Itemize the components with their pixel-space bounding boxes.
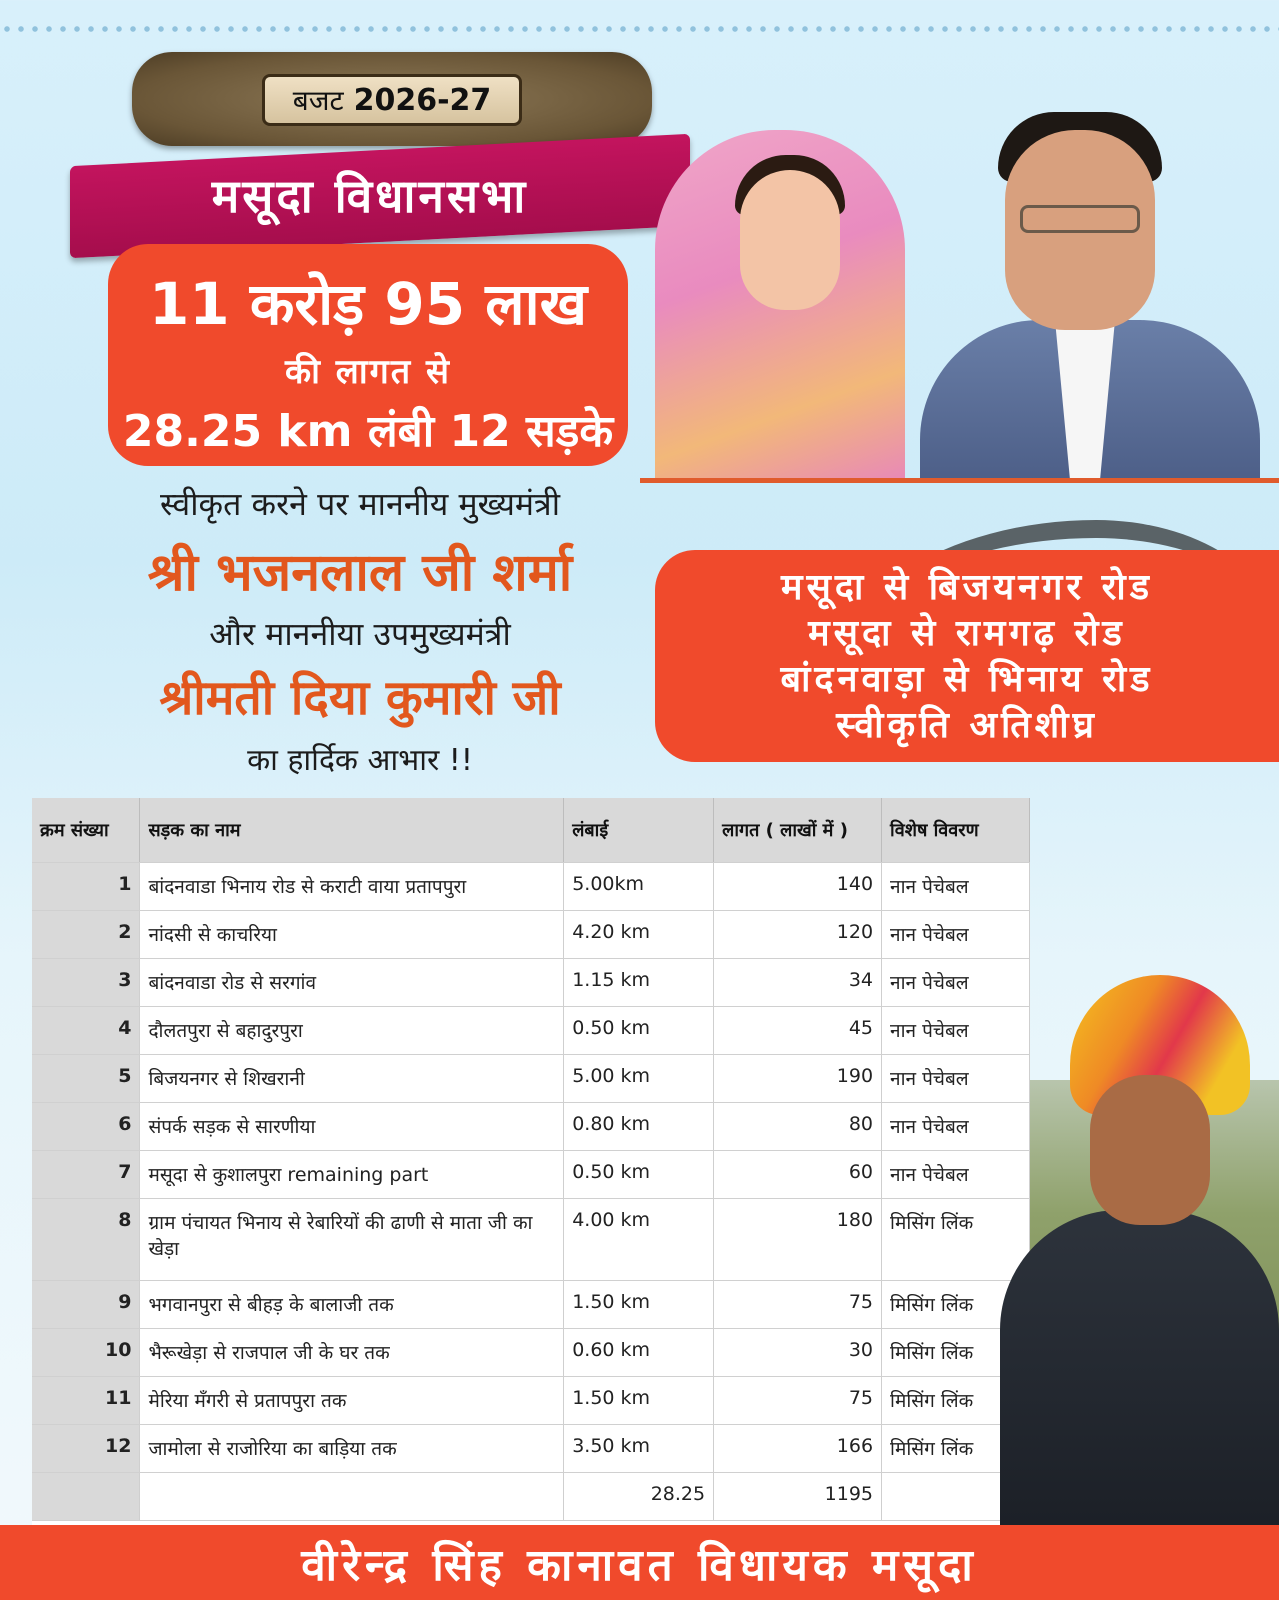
row-road-name: भगवानपुरा से बीहड़ के बालाजी तक [140,1280,564,1328]
row-length: 5.00 km [564,1054,714,1102]
pending-roads-box [655,550,1279,762]
row-cost: 30 [714,1328,882,1376]
footer-banner: वीरेन्द्र सिंह कानावत विधायक मसूदा [0,1525,1279,1600]
row-length: 1.50 km [564,1280,714,1328]
row-cost: 80 [714,1102,882,1150]
row-remark: नान पेचेबल [882,1054,1030,1102]
table-row [32,1328,1030,1376]
constituency-title: मसूदा विधानसभा [211,169,529,223]
row-serial: 1 [32,862,140,910]
row-remark: नान पेचेबल [882,862,1030,910]
portrait-woman [655,130,905,480]
total-length: 28.25 [564,1472,714,1520]
cost-summary-box [108,244,628,466]
row-road-name: ग्राम पंचायत भिनाय से रेबारियों की ढाणी से माता जी का खेड़ा [140,1198,564,1280]
budget-plaque [132,52,652,146]
budget-label [262,74,522,126]
header-remark: विशेष विवरण [882,798,1030,862]
table-row [32,1424,1030,1472]
row-cost: 120 [714,910,882,958]
row-remark: नान पेचेबल [882,910,1030,958]
decorative-border [0,22,1279,36]
header-cost: लागत ( लाखों में ) [714,798,882,862]
row-serial: 11 [32,1376,140,1424]
table-row [32,958,1030,1006]
row-road-name: भैरूखेड़ा से राजपाल जी के घर तक [140,1328,564,1376]
row-length: 1.15 km [564,958,714,1006]
header-length: लंबाई [564,798,714,862]
table-row [32,862,1030,910]
row-road-name: मसूदा से कुशालपुरा remaining part [140,1150,564,1198]
row-length: 5.00km [564,862,714,910]
row-cost: 60 [714,1150,882,1198]
row-serial: 3 [32,958,140,1006]
row-cost: 190 [714,1054,882,1102]
cost-amount: 11 करोड़ 95 लाख [148,270,588,338]
row-cost: 75 [714,1280,882,1328]
row-remark: नान पेचेबल [882,1006,1030,1054]
row-serial: 9 [32,1280,140,1328]
row-length: 0.50 km [564,1006,714,1054]
row-road-name: नांदसी से काचरिया [140,910,564,958]
table-row [32,1054,1030,1102]
row-cost: 180 [714,1198,882,1280]
budget-year: 2026-27 [353,82,492,118]
row-length: 4.00 km [564,1198,714,1280]
row-cost: 75 [714,1376,882,1424]
header-road-name: सड़क का नाम [140,798,564,862]
thanks-line-1: स्वीकृत करने पर माननीय मुख्यमंत्री [159,485,561,523]
row-serial: 6 [32,1102,140,1150]
row-length: 1.50 km [564,1376,714,1424]
portrait-man-glasses [880,110,1270,480]
row-serial: 2 [32,910,140,958]
budget-word: बजट [292,84,344,117]
table-row [32,910,1030,958]
row-serial: 12 [32,1424,140,1472]
row-length: 3.50 km [564,1424,714,1472]
table-row [32,1150,1030,1198]
cost-caption: की लागत से [285,352,451,392]
row-length: 0.50 km [564,1150,714,1198]
roads-table [32,798,1030,1525]
portrait-mla-turban [1000,975,1279,1525]
thanks-line-5: का हार्दिक आभार !! [247,743,473,778]
pending-road-3: बांदनवाड़ा से भिनाय रोड [780,658,1154,700]
row-remark: नान पेचेबल [882,1102,1030,1150]
row-road-name: बांदनवाडा भिनाय रोड से कराटी वाया प्रतापपुरा [140,862,564,910]
pending-status: स्वीकृति अतिशीघ्र [836,704,1098,746]
row-cost: 45 [714,1006,882,1054]
pending-road-1: मसूदा से बिजयनगर रोड [781,566,1153,608]
row-remark: मिसिंग लिंक [882,1328,1030,1376]
table-row [32,1198,1030,1280]
pending-road-2: मसूदा से रामगढ़ रोड [808,612,1126,654]
row-road-name: बिजयनगर से शिखरानी [140,1054,564,1102]
row-road-name: बांदनवाडा रोड से सरगांव [140,958,564,1006]
row-serial: 7 [32,1150,140,1198]
thanks-line-3: और माननीया उपमुख्यमंत्री [209,615,511,653]
row-road-name: जामोला से राजोरिया का बाड़िया तक [140,1424,564,1472]
total-cost: 1195 [714,1472,882,1520]
row-remark: मिसिंग लिंक [882,1280,1030,1328]
road-summary: 28.25 km लंबी 12 सड़के [122,406,614,457]
table-row [32,1102,1030,1150]
row-cost: 34 [714,958,882,1006]
row-serial: 5 [32,1054,140,1102]
header-serial: क्रम संख्या [32,798,140,862]
row-road-name: मेरिया मँगरी से प्रतापपुरा तक [140,1376,564,1424]
row-road-name: संपर्क सड़क से सारणीया [140,1102,564,1150]
row-remark: नान पेचेबल [882,1150,1030,1198]
table-row [32,1280,1030,1328]
row-serial: 4 [32,1006,140,1054]
row-remark: मिसिंग लिंक [882,1424,1030,1472]
table-total-row [32,1472,1030,1520]
row-cost: 140 [714,862,882,910]
dcm-name: श्रीमती दिया कुमारी जी [159,670,561,726]
row-cost: 166 [714,1424,882,1472]
row-remark: मिसिंग लिंक [882,1198,1030,1280]
row-length: 0.60 km [564,1328,714,1376]
cm-name: श्री भजनलाल जी शर्मा [147,543,573,603]
row-length: 4.20 km [564,910,714,958]
table-row [32,1006,1030,1054]
row-remark: नान पेचेबल [882,958,1030,1006]
row-road-name: दौलतपुरा से बहादुरपुरा [140,1006,564,1054]
divider-line [640,478,1279,483]
row-serial: 8 [32,1198,140,1280]
row-length: 0.80 km [564,1102,714,1150]
row-serial: 10 [32,1328,140,1376]
table-row [32,1376,1030,1424]
row-remark: मिसिंग लिंक [882,1376,1030,1424]
